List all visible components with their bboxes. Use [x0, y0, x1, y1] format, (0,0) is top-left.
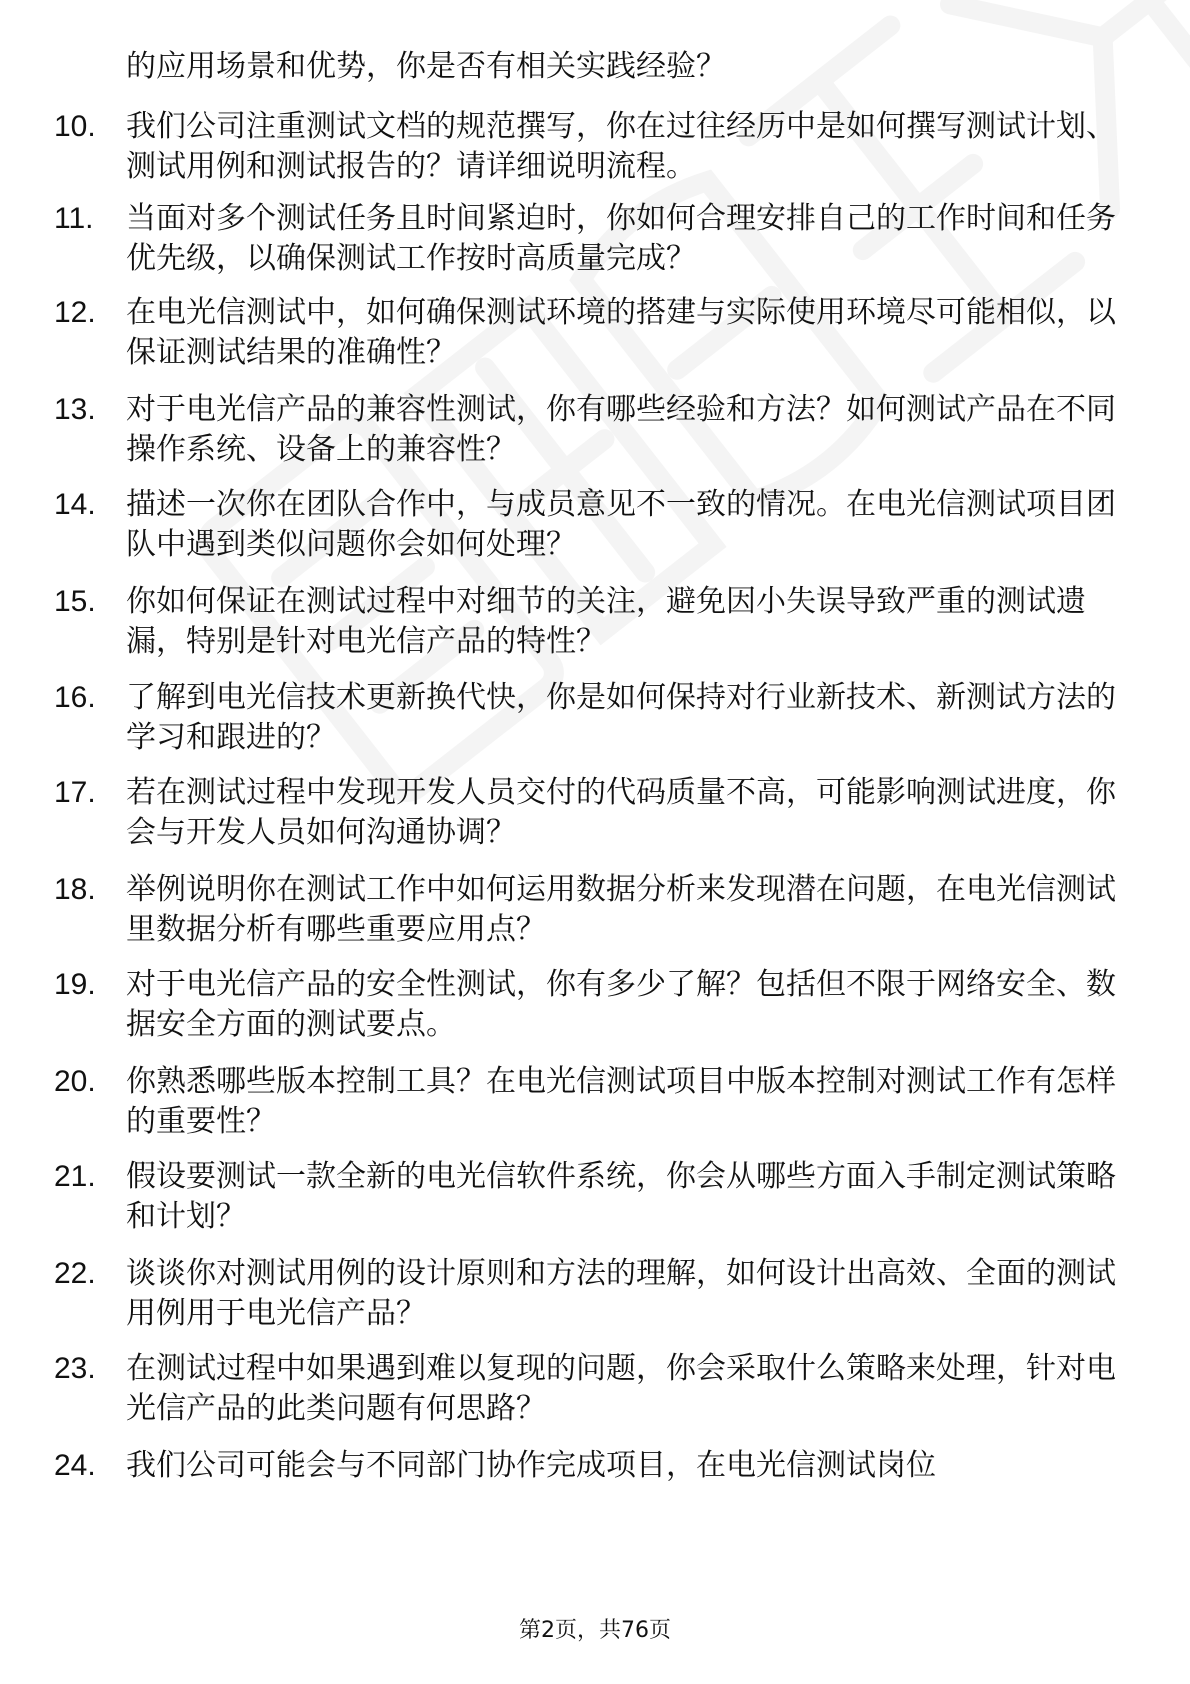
question-number: 15.: [54, 585, 96, 618]
question-number: 21.: [54, 1160, 96, 1193]
question-text: 假设要测试一款全新的电光信软件系统，你会从哪些方面入手制定测试策略和计划？: [126, 1159, 1116, 1234]
question-text: 当面对多个测试任务且时间紧迫时，你如何合理安排自己的工作时间和任务优先级，以确保测试工作按时高质量完成？: [126, 201, 1116, 276]
question-text: 对于电光信产品的安全性测试，你有多少了解？包括但不限于网络安全、数据安全方面的测试要点。: [126, 967, 1116, 1042]
question-text: 我们公司注重测试文档的规范撰写，你在过往经历中是如何撰写测试计划、测试用例和测试报告的？请详细说明流程。: [126, 109, 1116, 184]
question-number: 19.: [54, 968, 96, 1001]
question-text: 对于电光信产品的兼容性测试，你有哪些经验和方法？如何测试产品在不同操作系统、设备上的兼容性？: [126, 392, 1116, 467]
question-text: 了解到电光信技术更新换代快，你是如何保持对行业新技术、新测试方法的学习和跟进的？: [126, 680, 1116, 755]
question-number: 18.: [54, 873, 96, 906]
question-text: 你如何保证在测试过程中对细节的关注，避免因小失误导致严重的测试遗漏，特别是针对电光信产品的特性？: [126, 584, 1086, 659]
page-number-footer: 第2页，共76页: [519, 1618, 671, 1643]
question-number: 13.: [54, 393, 96, 426]
question-number: 10.: [54, 110, 96, 143]
question-text: 在测试过程中如果遇到难以复现的问题，你会采取什么策略来处理，针对电光信产品的此类问题有何思路？: [126, 1351, 1116, 1426]
continued-question-text: 的应用场景和优势，你是否有相关实践经验？: [126, 49, 726, 84]
question-number: 22.: [54, 1257, 96, 1290]
question-number: 14.: [54, 488, 96, 521]
question-number: 16.: [54, 681, 96, 714]
question-text: 举例说明你在测试工作中如何运用数据分析来发现潜在问题，在电光信测试里数据分析有哪些重要应用点？: [126, 872, 1116, 947]
question-text: 若在测试过程中发现开发人员交付的代码质量不高，可能影响测试进度，你会与开发人员如何沟通协调？: [126, 775, 1116, 850]
question-number: 17.: [54, 776, 96, 809]
question-text: 描述一次你在团队合作中，与成员意见不一致的情况。在电光信测试项目团队中遇到类似问题你会如何处理？: [126, 487, 1116, 562]
question-text: 你熟悉哪些版本控制工具？在电光信测试项目中版本控制对测试工作有怎样的重要性？: [126, 1064, 1116, 1139]
question-number: 11.: [54, 202, 94, 235]
question-number: 24.: [54, 1449, 96, 1482]
question-number: 12.: [54, 296, 96, 329]
question-text: 谈谈你对测试用例的设计原则和方法的理解，如何设计出高效、全面的测试用例用于电光信产品？: [126, 1256, 1116, 1331]
question-number: 23.: [54, 1352, 96, 1385]
question-text: 在电光信测试中，如何确保测试环境的搭建与实际使用环境尽可能相似，以保证测试结果的准确性？: [126, 295, 1116, 370]
question-text: 我们公司可能会与不同部门协作完成项目，在电光信测试岗位: [126, 1448, 936, 1483]
question-number: 20.: [54, 1065, 96, 1098]
